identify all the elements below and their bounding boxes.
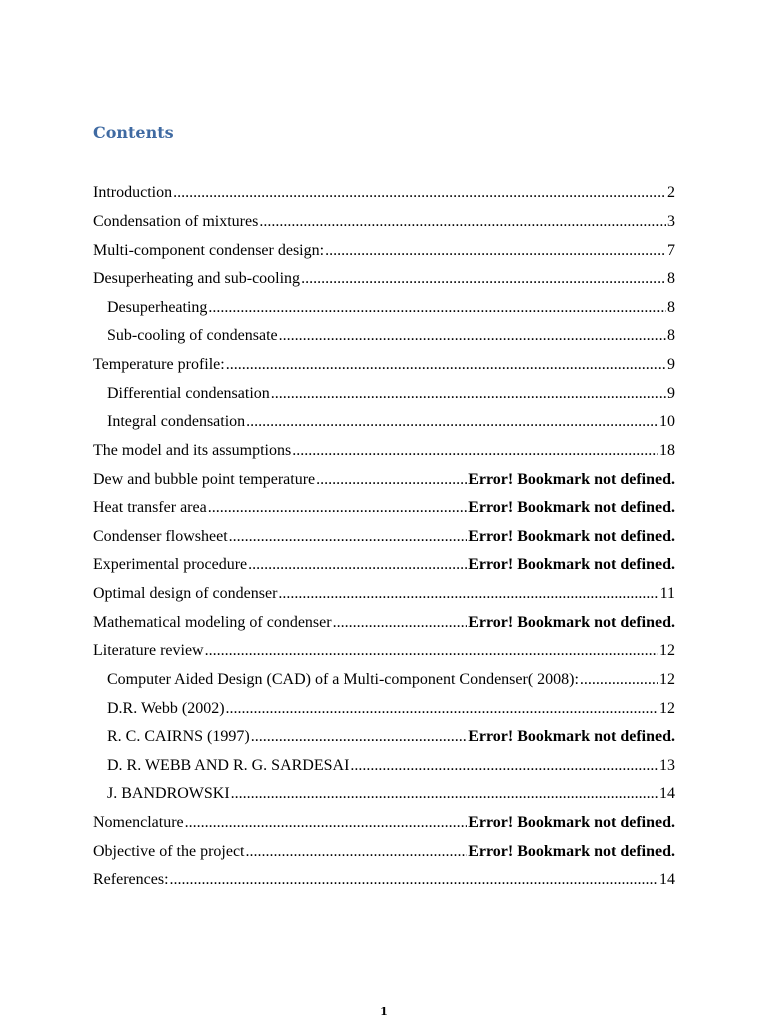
toc-entry[interactable] (93, 780, 675, 809)
toc-entry[interactable] (93, 265, 675, 294)
toc-entry-page-number: 10 (659, 413, 675, 431)
toc-entry-title[interactable]: Condenser flowsheet (93, 527, 228, 545)
toc-dot-leader (333, 614, 468, 632)
toc-entry-title[interactable]: Heat transfer area (93, 499, 207, 517)
toc-entry[interactable] (93, 666, 675, 695)
toc-entry[interactable] (93, 208, 675, 237)
toc-entry-title[interactable]: Mathematical modeling of condenser (93, 613, 332, 631)
toc-entry-title[interactable]: Desuperheating (107, 298, 208, 316)
toc-dot-leader (301, 270, 666, 288)
toc-entry[interactable] (93, 608, 675, 637)
toc-entry-page-number: 8 (667, 327, 675, 345)
toc-entry-title[interactable]: Optimal design of condenser (93, 585, 278, 603)
toc-dot-leader (208, 499, 467, 517)
toc-entry[interactable] (93, 236, 675, 265)
toc-entry-page-number: 7 (667, 241, 675, 259)
toc-dot-leader (325, 242, 666, 260)
toc-entry-title[interactable]: Objective of the project (93, 842, 245, 860)
toc-entry[interactable] (93, 179, 675, 208)
toc-entry[interactable] (93, 866, 675, 895)
toc-entry-title[interactable]: J. BANDROWSKI (107, 785, 230, 803)
toc-dot-leader (170, 871, 658, 889)
toc-entry-page-number: 12 (659, 699, 675, 717)
toc-entry-title[interactable]: The model and its assumptions (93, 441, 292, 459)
toc-entry[interactable] (93, 551, 675, 580)
toc-dot-leader (316, 471, 467, 489)
toc-entry-page-number: 8 (667, 270, 675, 288)
toc-entry[interactable] (93, 637, 675, 666)
toc-dot-leader (279, 327, 666, 345)
toc-entry-error: Error! Bookmark not defined. (468, 814, 675, 832)
toc-entry-title[interactable]: D.R. Webb (2002) (107, 699, 225, 717)
toc-entry[interactable] (93, 523, 675, 552)
toc-entry-title[interactable]: Nomenclature (93, 814, 184, 832)
toc-entry-title[interactable]: Sub-cooling of condensate (107, 327, 278, 345)
toc-entry-title[interactable]: Desuperheating and sub-cooling (93, 270, 301, 288)
toc-entry-page-number: 18 (659, 441, 675, 459)
toc-entry-title[interactable]: Condensation of mixtures (93, 212, 259, 230)
toc-entry-page-number: 2 (667, 184, 675, 202)
toc-entry[interactable] (93, 322, 675, 351)
contents-heading: Contents (93, 123, 174, 142)
toc-entry-error: Error! Bookmark not defined. (468, 613, 675, 631)
toc-entry[interactable] (93, 437, 675, 466)
toc-entry-title[interactable]: Introduction (93, 184, 173, 202)
toc-dot-leader (271, 385, 666, 403)
toc-dot-leader (231, 785, 658, 803)
toc-entry-error: Error! Bookmark not defined. (468, 527, 675, 545)
toc-entry-title[interactable]: Literature review (93, 642, 204, 660)
toc-dot-leader (350, 757, 658, 775)
toc-entry[interactable] (93, 809, 675, 838)
toc-entry-title[interactable]: References: (93, 871, 169, 889)
toc-entry-page-number: 3 (667, 212, 675, 230)
toc-entry[interactable] (93, 494, 675, 523)
toc-entry-title[interactable]: Computer Aided Design (CAD) of a Multi-component Condenser( 2008): (107, 670, 579, 688)
toc-entry-title[interactable]: Experimental procedure (93, 556, 248, 574)
toc-entry-page-number: 12 (659, 670, 675, 688)
toc-dot-leader (173, 184, 666, 202)
toc-entry[interactable] (93, 408, 675, 437)
toc-entry[interactable] (93, 294, 675, 323)
toc-entry[interactable] (93, 351, 675, 380)
toc-dot-leader (229, 528, 468, 546)
toc-entry[interactable] (93, 379, 675, 408)
toc-dot-leader (185, 814, 468, 832)
toc-entry-page-number: 14 (659, 871, 675, 889)
toc-dot-leader (259, 213, 666, 231)
toc-dot-leader (246, 413, 658, 431)
toc-dot-leader (226, 356, 666, 374)
toc-dot-leader (292, 442, 658, 460)
toc-dot-leader (251, 728, 468, 746)
toc-entry-title[interactable]: Dew and bubble point temperature (93, 470, 316, 488)
toc-entry-title[interactable]: Differential condensation (107, 384, 270, 402)
toc-entry[interactable] (93, 752, 675, 781)
toc-entry-title[interactable]: R. C. CAIRNS (1997) (107, 728, 250, 746)
toc-entry-error: Error! Bookmark not defined. (468, 556, 675, 574)
toc-dot-leader (208, 299, 666, 317)
toc-entry-error: Error! Bookmark not defined. (468, 842, 675, 860)
toc-dot-leader (248, 556, 467, 574)
toc-dot-leader (226, 700, 658, 718)
toc-entry[interactable] (93, 837, 675, 866)
toc-entry[interactable] (93, 580, 675, 609)
toc-entry-page-number: 14 (659, 785, 675, 803)
toc-entry-page-number: 9 (667, 356, 675, 374)
toc-dot-leader (580, 671, 658, 689)
toc-entry-title[interactable]: Temperature profile: (93, 356, 225, 374)
toc-entry-title[interactable]: D. R. WEBB AND R. G. SARDESAI (107, 756, 350, 774)
toc-entry-title[interactable]: Multi-component condenser design: (93, 241, 325, 259)
toc-dot-leader (246, 843, 468, 861)
toc-entry-title[interactable]: Integral condensation (107, 413, 246, 431)
toc-dot-leader (278, 585, 658, 603)
toc-entry-error: Error! Bookmark not defined. (468, 728, 675, 746)
toc-entry-error: Error! Bookmark not defined. (468, 470, 675, 488)
toc-entry-page-number: 8 (667, 298, 675, 316)
page-number: 1 (380, 1005, 388, 1018)
toc-entry-error: Error! Bookmark not defined. (468, 499, 675, 517)
toc-dot-leader (205, 642, 658, 660)
toc-entry-page-number: 9 (667, 384, 675, 402)
toc-entry[interactable] (93, 723, 675, 752)
toc-entry-page-number: 12 (659, 642, 675, 660)
toc-entry[interactable] (93, 465, 675, 494)
toc-entry-page-number: 13 (659, 756, 675, 774)
toc-entry-page-number: 11 (659, 585, 675, 603)
toc-entry[interactable] (93, 694, 675, 723)
table-of-contents (93, 179, 675, 895)
